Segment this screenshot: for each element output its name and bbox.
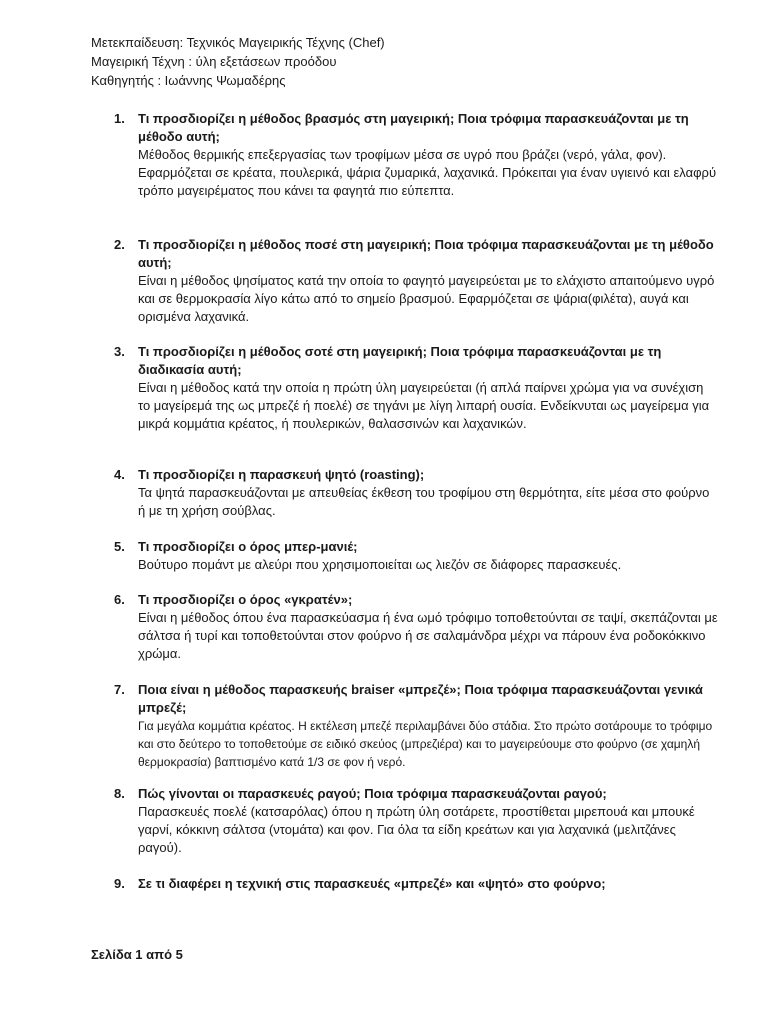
question-text: Τι προσδιορίζει ο όρος «γκρατέν»;: [138, 592, 353, 607]
answer-text: Για μεγάλα κομμάτια κρέατος. Η εκτέλεση μπεζέ περιλαμβάνει δύο στάδια. Στο πρώτο σοτάρουμε το τρόφιμο και στο δεύτερο το τοποθετούμε σε ειδικό σκεύος (μπρεζιέρα) και το μαγειρεύουμε στο φούρνο (σε χαμηλή θερμοκρασία) βαπτισμένο κατά 1/3 σε φον ή νερό.: [138, 719, 713, 769]
answer-text: Είναι η μέθοδος κατά την οποία η πρώτη ύλη μαγειρεύεται (ή απλά παίρνει χρώμα για να συνέχιση το μαγείρεμά της ως μπρεζέ ή ποελέ) σε τηγάνι με λίγη λιπαρή ουσία. Ενδείκνυται ως μαγείρεμα για μικρά κομμάτια κρέατος, ή πουλερικών, θαλασσινών και λαχανικών.: [138, 380, 710, 431]
question-item: [0, 538, 768, 574]
question-item: [0, 875, 768, 893]
question-text: Πώς γίνονται οι παρασκευές ραγού; Ποια τρόφιμα παρασκευάζονται ραγού;: [138, 786, 607, 801]
question-item: [0, 110, 768, 200]
question-text: Τι προσδιορίζει η παρασκευή ψητό (roasting);: [138, 467, 425, 482]
document-header: [91, 33, 385, 90]
question-number: 2.: [114, 237, 125, 252]
question-text: Σε τι διαφέρει η τεχνική στις παρασκευές «μπρεζέ» και «ψητό» στο φούρνο;: [138, 876, 606, 891]
question-number: 1.: [114, 111, 125, 126]
header-instructor: Καθηγητής : Ιωάννης Ψωμαδέρης: [91, 73, 286, 88]
question-item: [0, 785, 768, 857]
question-text: Ποια είναι η μέθοδος παρασκευής braiser «μπρεζέ»; Ποια τρόφιμα παρασκευάζονται γενικά μπρεζέ;: [138, 682, 703, 715]
question-text: Τι προσδιορίζει η μέθοδος ποσέ στη μαγειρική; Ποια τρόφιμα παρασκευάζονται με τη μέθοδο αυτή;: [138, 237, 714, 270]
question-number: 6.: [114, 592, 125, 607]
header-subject: Μαγειρική Τέχνη : ύλη εξετάσεων προόδου: [91, 54, 337, 69]
question-number: 3.: [114, 344, 125, 359]
answer-text: Παρασκευές ποελέ (κατσαρόλας) όπου η πρώτη ύλη σοτάρετε, προστίθεται μιρεπουά και μπουκέ γαρνί, κόκκινη σάλτσα (ντομάτα) και φον. Για όλα τα είδη κρεάτων και για λαχανικά (μελιτζάνες ραγού).: [138, 804, 695, 855]
header-course: Μετεκπαίδευση: Τεχνικός Μαγειρικής Τέχνης (Chef): [91, 35, 385, 50]
question-item: [0, 591, 768, 663]
question-item: [0, 466, 768, 520]
question-number: 8.: [114, 786, 125, 801]
answer-text: Τα ψητά παρασκευάζονται με απευθείας έκθεση του τροφίμου στη θερμότητα, είτε μέσα στο φούρνο ή με τη χρήση σούβλας.: [138, 485, 710, 518]
question-number: 4.: [114, 467, 125, 482]
question-number: 7.: [114, 682, 125, 697]
question-item: [0, 343, 768, 433]
question-item: [0, 681, 768, 771]
answer-text: Βούτυρο πομάντ με αλεύρι που χρησιμοποιείται ως λιεζόν σε διάφορες παρασκευές.: [138, 557, 622, 572]
question-text: Τι προσδιορίζει ο όρος μπερ-μανιέ;: [138, 539, 358, 554]
question-item: [0, 236, 768, 326]
page-number: Σελίδα 1 από 5: [91, 947, 183, 962]
question-text: Τι προσδιορίζει η μέθοδος σοτέ στη μαγειρική; Ποια τρόφιμα παρασκευάζονται με τη διαδικασία αυτή;: [138, 344, 662, 377]
question-text: Τι προσδιορίζει η μέθοδος βρασμός στη μαγειρική; Ποια τρόφιμα παρασκευάζονται με τη μέθοδο αυτή;: [138, 111, 689, 144]
question-number: 9.: [114, 876, 125, 891]
answer-text: Μέθοδος θερμικής επεξεργασίας των τροφίμων μέσα σε υγρό που βράζει (νερό, γάλα, φον). Εφαρμόζεται σε κρέατα, πουλερικά, ψάρια ζυμαρικά, λαχανικά. Πρόκειται για έναν υγιεινό και ελαφρύ τρόπο μαγειρέματος που κάνει τα φαγητά πιο εύπεπτα.: [138, 147, 717, 198]
answer-text: Είναι η μέθοδος όπου ένα παρασκεύασμα ή ένα ωμό τρόφιμο τοποθετούνται σε ταψί, σκεπάζονται με σάλτσα ή τυρί και τοποθετούνται στον φούρνο ή σε σαλαμάνδρα μέχρι να πάρουν ένα ροδοκόκκινο χρώμα.: [138, 610, 718, 661]
answer-text: Είναι η μέθοδος ψησίματος κατά την οποία το φαγητό μαγειρεύεται με το ελάχιστο απαιτούμενο υγρό και σε θερμοκρασία λίγο κάτω από το σημείο βρασμού. Εφαρμόζεται σε ψάρια(φιλέτα), αυγά και ορισμένα λαχανικά.: [138, 273, 715, 324]
question-number: 5.: [114, 539, 125, 554]
